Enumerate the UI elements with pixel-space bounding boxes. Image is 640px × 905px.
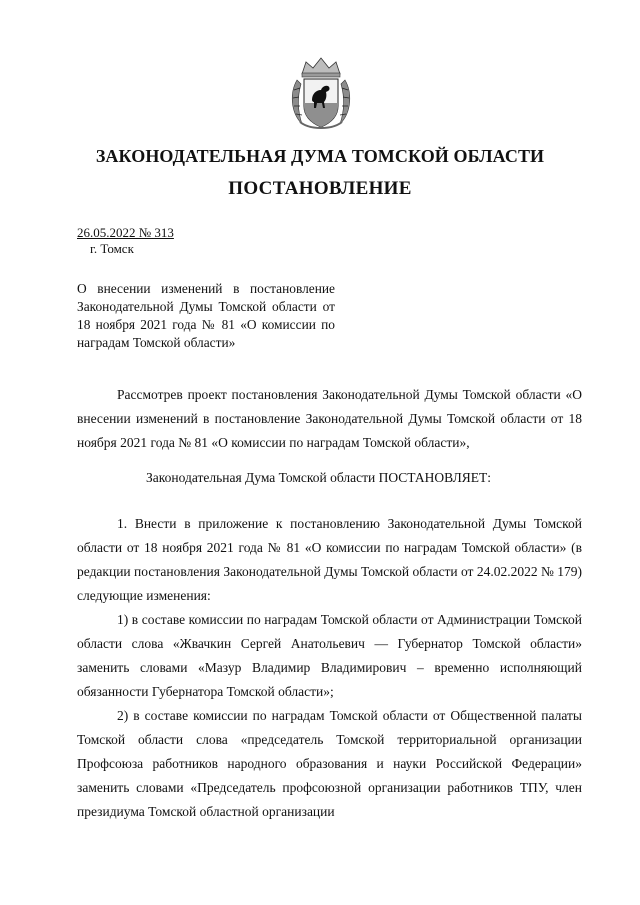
document-type-title: ПОСТАНОВЛЕНИЕ (228, 178, 412, 199)
org-title: ЗАКОНОДАТЕЛЬНАЯ ДУМА ТОМСКОЙ ОБЛАСТИ (95, 146, 545, 166)
preamble-paragraph (77, 383, 582, 455)
resolve-line: Законодательная Дума Томской области ПОСТАНОВЛЯЕТ: (146, 470, 492, 485)
item-1-1: 1) в составе комиссии по наградам Томской области от Администрации Томской области слова «Жвачкин Сергей Анатольевич — Губернатор Томской области» заменить словами «Мазур Владимир Владимирович – временно исполняющий обязанности Губернатора Томской области»; (77, 612, 582, 699)
coat-of-arms-icon (288, 56, 354, 132)
item-1: 1. Внести в приложение к постановлению Законодательной Думы Томской области от 18 ноября 2021 года № 81 «О комиссии по наградам Томской области» (в редакции постановления Законодательной Думы Томской области от 24.02.2022 № 179) следующие изменения: (77, 516, 582, 603)
date-number: 26.05.2022 № 313 (77, 225, 174, 240)
resolution-items (77, 512, 582, 824)
preamble-text: Рассмотрев проект постановления Законодательной Думы Томской области «О внесении изменений в постановление Законодательной Думы Томской области от 18 ноября 2021 года № 81 «О комиссии по наградам Томской области», (77, 387, 582, 450)
city: г. Томск (90, 241, 134, 256)
document-subject: О внесении изменений в постановление Законодательной Думы Томской области от 18 ноября 2021 года № 81 «О комиссии по наградам Томской области» (77, 281, 335, 350)
item-1-2: 2) в составе комиссии по наградам Томской области от Общественной палаты Томской области слова «председатель Томской территориальной организации Профсоюза работников народного образования и науки Российской Федерации» заменить словами «Председатель профсоюзной организации работников ТПУ, член президиума Томской областной организации (77, 708, 582, 819)
